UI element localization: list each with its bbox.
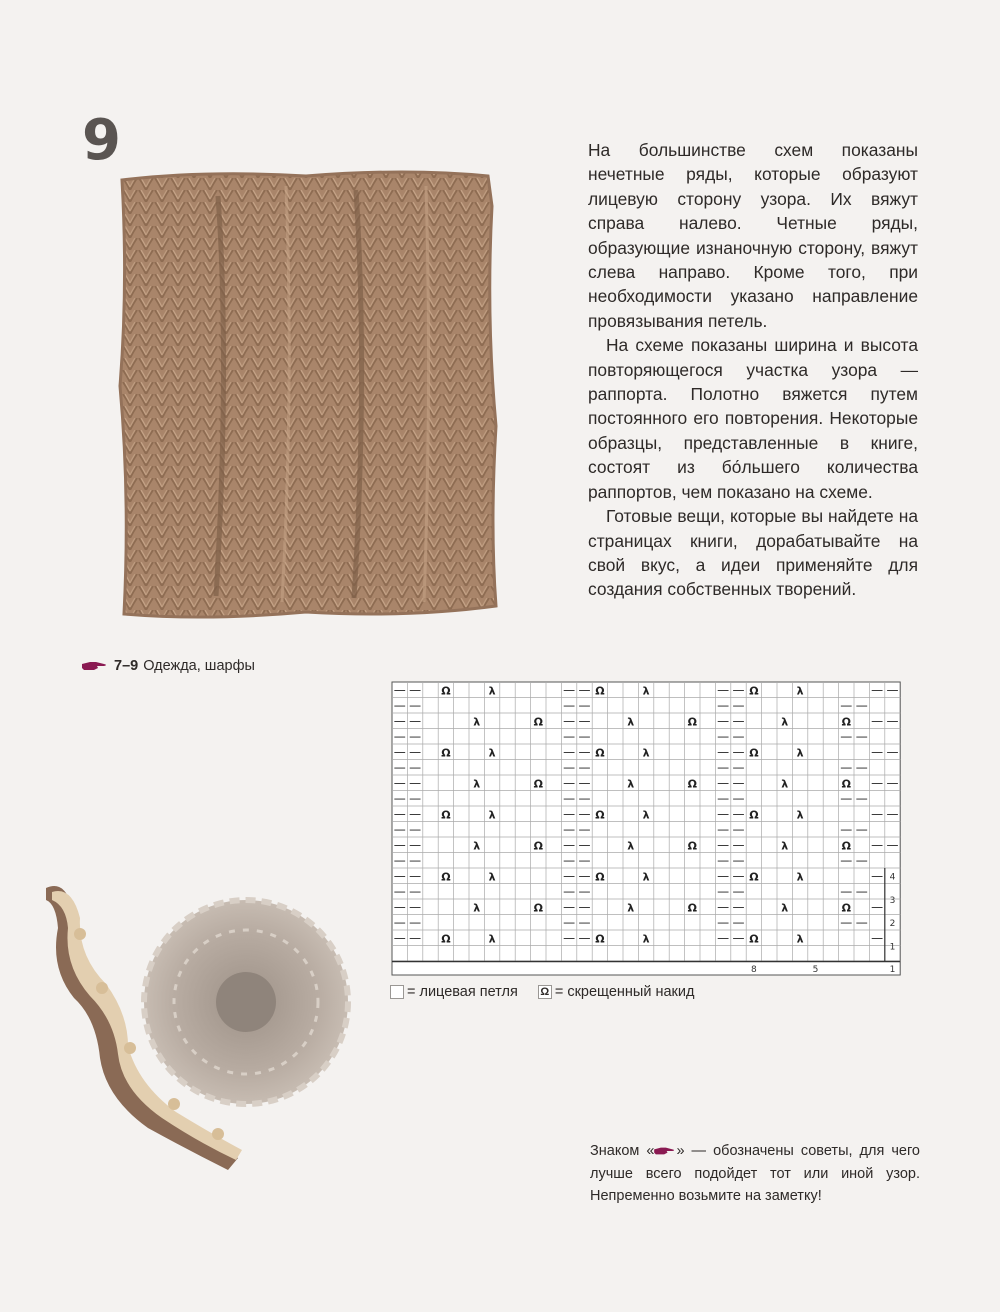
chart-purl-symbol: — (393, 760, 406, 775)
chart-twisted-yo-symbol: Ω (533, 901, 543, 915)
chart-purl-symbol: — (393, 682, 406, 697)
chart-twisted-yo-symbol: Ω (749, 684, 759, 698)
chart-purl-symbol: — (717, 713, 730, 728)
chart-purl-symbol: — (732, 868, 745, 883)
chart-row-number: 3 (889, 895, 896, 906)
chart-purl-symbol: — (409, 884, 422, 899)
chart-purl-symbol: — (578, 868, 591, 883)
chart-purl-symbol: — (578, 853, 591, 868)
chart-decrease-symbol: λ (642, 932, 650, 946)
chart-purl-symbol: — (578, 775, 591, 790)
chart-decrease-symbol: λ (796, 746, 804, 760)
chart-purl-symbol: — (717, 698, 730, 713)
chart-twisted-yo-symbol: Ω (441, 684, 451, 698)
legend-knit-label: = лицевая петля (407, 984, 518, 1000)
note-text-start: Знаком « (590, 1143, 655, 1159)
chart-purl-symbol: — (871, 744, 884, 759)
chart-decrease-symbol: λ (781, 839, 789, 853)
chart-purl-symbol: — (563, 744, 576, 759)
chart-purl-symbol: — (578, 698, 591, 713)
chart-purl-symbol: — (732, 899, 745, 914)
chart-purl-symbol: — (732, 682, 745, 697)
chart-purl-symbol: — (578, 837, 591, 852)
chart-decrease-symbol: λ (488, 684, 496, 698)
chart-purl-symbol: — (732, 744, 745, 759)
chart-decrease-symbol: λ (488, 746, 496, 760)
chart-purl-symbol: — (732, 698, 745, 713)
chart-twisted-yo-symbol: Ω (749, 932, 759, 946)
legend (390, 984, 694, 1000)
chart-purl-symbol: — (409, 822, 422, 837)
chart-purl-symbol: — (886, 682, 899, 697)
twisted-yo-symbol: Ω (538, 985, 552, 999)
chart-purl-symbol: — (732, 806, 745, 821)
chart-purl-symbol: — (563, 868, 576, 883)
chart-decrease-symbol: λ (473, 777, 481, 791)
chart-decrease-symbol: λ (781, 777, 789, 791)
chart-purl-symbol: — (578, 744, 591, 759)
knitting-chart (390, 680, 918, 981)
chart-purl-symbol: — (886, 713, 899, 728)
chart-purl-symbol: — (840, 822, 853, 837)
chart-purl-symbol: — (563, 822, 576, 837)
chart-purl-symbol: — (886, 837, 899, 852)
chart-purl-symbol: — (393, 698, 406, 713)
chart-purl-symbol: — (578, 806, 591, 821)
chart-purl-symbol: — (409, 930, 422, 945)
chart-twisted-yo-symbol: Ω (687, 715, 697, 729)
chart-purl-symbol: — (563, 791, 576, 806)
chart-purl-symbol: — (578, 899, 591, 914)
chart-purl-symbol: — (578, 682, 591, 697)
chart-decrease-symbol: λ (627, 777, 635, 791)
chart-purl-symbol: — (886, 806, 899, 821)
body-paragraph: На большинстве схем показаны нечетные ряды, которые образуют лицевую сторону узора. Их вяжут справа налево. Четные ряды, образующие изнаночную сторону, вяжут слева направо. Кроме того, при необходимости указано направление провязывания петель. (588, 140, 918, 331)
chart-purl-symbol: — (717, 760, 730, 775)
knit-stitch-symbol (390, 985, 404, 999)
chart-purl-symbol: — (409, 775, 422, 790)
chart-twisted-yo-symbol: Ω (441, 746, 451, 760)
chart-purl-symbol: — (393, 713, 406, 728)
chart-twisted-yo-symbol: Ω (533, 839, 543, 853)
chart-purl-symbol: — (409, 698, 422, 713)
chart-twisted-yo-symbol: Ω (595, 870, 605, 884)
chart-purl-symbol: — (578, 884, 591, 899)
chart-decrease-symbol: λ (473, 715, 481, 729)
chart-purl-symbol: — (578, 822, 591, 837)
chart-purl-symbol: — (409, 899, 422, 914)
chart-purl-symbol: — (732, 853, 745, 868)
chart-purl-symbol: — (855, 822, 868, 837)
chart-decrease-symbol: λ (488, 870, 496, 884)
chart-purl-symbol: — (393, 915, 406, 930)
chart-purl-symbol: — (855, 729, 868, 744)
note-text (590, 1140, 920, 1208)
chart-decrease-symbol: λ (488, 808, 496, 822)
chart-purl-symbol: — (732, 822, 745, 837)
chart-purl-symbol: — (393, 899, 406, 914)
chart-purl-symbol: — (717, 899, 730, 914)
chart-purl-symbol: — (409, 837, 422, 852)
chart-purl-symbol: — (840, 698, 853, 713)
chart-purl-symbol: — (409, 729, 422, 744)
chart-purl-symbol: — (717, 930, 730, 945)
chart-decrease-symbol: λ (796, 932, 804, 946)
chart-purl-symbol: — (871, 899, 884, 914)
knitted-items-image (38, 878, 358, 1178)
chart-purl-symbol: — (732, 729, 745, 744)
chart-purl-symbol: — (840, 853, 853, 868)
chart-purl-symbol: — (563, 775, 576, 790)
chart-decrease-symbol: λ (627, 901, 635, 915)
chart-twisted-yo-symbol: Ω (749, 746, 759, 760)
chart-purl-symbol: — (563, 915, 576, 930)
chart-purl-symbol: — (578, 915, 591, 930)
chart-purl-symbol: — (717, 775, 730, 790)
chart-purl-symbol: — (409, 791, 422, 806)
chart-purl-symbol: — (563, 698, 576, 713)
chart-purl-symbol: — (578, 930, 591, 945)
chart-decrease-symbol: λ (796, 870, 804, 884)
chart-twisted-yo-symbol: Ω (441, 808, 451, 822)
chart-twisted-yo-symbol: Ω (841, 839, 851, 853)
chart-purl-symbol: — (840, 915, 853, 930)
legend-twisted-label: = скрещенный накид (554, 984, 695, 1000)
chart-purl-symbol: — (840, 760, 853, 775)
chart-purl-symbol: — (563, 729, 576, 744)
chart-decrease-symbol: λ (473, 839, 481, 853)
chart-purl-symbol: — (717, 853, 730, 868)
body-paragraph: На схеме показаны ширина и высота повторяющегося участка узора — раппорта. Полотно вяжется путем постоянного его повторения. Некоторые образцы, представленные в книге, состоят из бо́льшего количества раппортов, чем показано на схеме. (588, 335, 918, 502)
chart-twisted-yo-symbol: Ω (749, 870, 759, 884)
chart-twisted-yo-symbol: Ω (595, 808, 605, 822)
chart-purl-symbol: — (578, 729, 591, 744)
chart-purl-symbol: — (717, 791, 730, 806)
chart-purl-symbol: — (409, 713, 422, 728)
tip-line (82, 658, 255, 674)
chart-purl-symbol: — (871, 682, 884, 697)
chart-purl-symbol: — (855, 791, 868, 806)
chart-purl-symbol: — (840, 884, 853, 899)
chart-purl-symbol: — (717, 806, 730, 821)
chart-purl-symbol: — (871, 806, 884, 821)
chart-purl-symbol: — (871, 775, 884, 790)
chart-purl-symbol: — (578, 760, 591, 775)
chart-purl-symbol: — (563, 899, 576, 914)
chart-purl-symbol: — (871, 837, 884, 852)
chart-purl-symbol: — (840, 729, 853, 744)
chart-decrease-symbol: λ (473, 901, 481, 915)
chart-decrease-symbol: λ (642, 746, 650, 760)
chart-twisted-yo-symbol: Ω (533, 777, 543, 791)
chart-purl-symbol: — (855, 884, 868, 899)
chart-purl-symbol: — (393, 744, 406, 759)
chart-purl-symbol: — (732, 760, 745, 775)
chart-decrease-symbol: λ (642, 684, 650, 698)
chart-twisted-yo-symbol: Ω (749, 808, 759, 822)
chart-decrease-symbol: λ (627, 715, 635, 729)
chart-purl-symbol: — (409, 915, 422, 930)
chart-row-number: 1 (889, 942, 896, 953)
chart-twisted-yo-symbol: Ω (595, 746, 605, 760)
chart-purl-symbol: — (871, 868, 884, 883)
chart-purl-symbol: — (393, 868, 406, 883)
chart-purl-symbol: — (393, 884, 406, 899)
chart-twisted-yo-symbol: Ω (441, 932, 451, 946)
chart-purl-symbol: — (732, 915, 745, 930)
chart-purl-symbol: — (732, 884, 745, 899)
chart-purl-symbol: — (717, 868, 730, 883)
chart-purl-symbol: — (393, 930, 406, 945)
chart-purl-symbol: — (409, 744, 422, 759)
chart-purl-symbol: — (393, 837, 406, 852)
chart-purl-symbol: — (409, 760, 422, 775)
chart-purl-symbol: — (732, 775, 745, 790)
chart-decrease-symbol: λ (781, 901, 789, 915)
chart-purl-symbol: — (871, 930, 884, 945)
chart-purl-symbol: — (732, 713, 745, 728)
chart-decrease-symbol: λ (627, 839, 635, 853)
chart-purl-symbol: — (717, 884, 730, 899)
chart-twisted-yo-symbol: Ω (595, 932, 605, 946)
chart-decrease-symbol: λ (488, 932, 496, 946)
chart-purl-symbol: — (717, 822, 730, 837)
chart-purl-symbol: — (855, 698, 868, 713)
chart-decrease-symbol: λ (796, 808, 804, 822)
chart-twisted-yo-symbol: Ω (841, 715, 851, 729)
page-number: 9 (82, 108, 121, 173)
chart-purl-symbol: — (393, 791, 406, 806)
chart-purl-symbol: — (717, 744, 730, 759)
tip-range: 7–9 (114, 658, 139, 674)
chart-row-number: 2 (889, 919, 896, 929)
pointing-hand-icon (654, 1146, 676, 1156)
chart-twisted-yo-symbol: Ω (841, 777, 851, 791)
chart-row-number: 4 (889, 872, 896, 883)
chart-purl-symbol: — (393, 729, 406, 744)
body-paragraph: Готовые вещи, которые вы найдете на страницах книги, дорабатывайте на свой вкус, а идеи применяйте для создания собственных творений. (588, 506, 918, 600)
chart-twisted-yo-symbol: Ω (687, 839, 697, 853)
chart-purl-symbol: — (840, 791, 853, 806)
chart-decrease-symbol: λ (642, 808, 650, 822)
pointing-hand-icon (82, 660, 108, 672)
chart-purl-symbol: — (563, 760, 576, 775)
chart-purl-symbol: — (855, 760, 868, 775)
chart-purl-symbol: — (563, 853, 576, 868)
chart-purl-symbol: — (393, 775, 406, 790)
chart-purl-symbol: — (409, 682, 422, 697)
chart-purl-symbol: — (563, 806, 576, 821)
chart-purl-symbol: — (732, 837, 745, 852)
chart-column-number: 1 (889, 965, 896, 975)
knitting-chart-grid (390, 680, 918, 976)
chart-column-number: 5 (812, 965, 819, 975)
chart-purl-symbol: — (578, 713, 591, 728)
chart-purl-symbol: — (393, 853, 406, 868)
chart-column-number: 8 (751, 965, 757, 975)
chart-purl-symbol: — (717, 729, 730, 744)
chart-purl-symbol: — (717, 837, 730, 852)
chart-purl-symbol: — (409, 868, 422, 883)
note-text-end: » — обозначены советы, для чего лучше всего подойдет тот или иной узор. Непременно возьмите на заметку! (590, 1143, 921, 1204)
chart-purl-symbol: — (409, 853, 422, 868)
chart-decrease-symbol: λ (796, 684, 804, 698)
chart-purl-symbol: — (409, 806, 422, 821)
chart-twisted-yo-symbol: Ω (441, 870, 451, 884)
body-text (588, 138, 918, 602)
chart-twisted-yo-symbol: Ω (687, 901, 697, 915)
chart-twisted-yo-symbol: Ω (687, 777, 697, 791)
chart-purl-symbol: — (717, 915, 730, 930)
chart-purl-symbol: — (563, 682, 576, 697)
chart-purl-symbol: — (855, 853, 868, 868)
chart-purl-symbol: — (732, 930, 745, 945)
chart-purl-symbol: — (732, 791, 745, 806)
knitted-swatch-image (106, 166, 498, 621)
chart-purl-symbol: — (717, 682, 730, 697)
chart-purl-symbol: — (393, 806, 406, 821)
tip-text: Одежда, шарфы (143, 658, 255, 674)
chart-purl-symbol: — (563, 713, 576, 728)
chart-twisted-yo-symbol: Ω (595, 684, 605, 698)
chart-background (392, 682, 900, 975)
chart-purl-symbol: — (886, 775, 899, 790)
chart-twisted-yo-symbol: Ω (841, 901, 851, 915)
chart-twisted-yo-symbol: Ω (533, 715, 543, 729)
chart-purl-symbol: — (886, 744, 899, 759)
chart-decrease-symbol: λ (781, 715, 789, 729)
chart-decrease-symbol: λ (642, 870, 650, 884)
chart-purl-symbol: — (563, 930, 576, 945)
chart-purl-symbol: — (871, 713, 884, 728)
chart-purl-symbol: — (563, 837, 576, 852)
chart-purl-symbol: — (393, 822, 406, 837)
chart-purl-symbol: — (855, 915, 868, 930)
chart-purl-symbol: — (563, 884, 576, 899)
chart-purl-symbol: — (578, 791, 591, 806)
